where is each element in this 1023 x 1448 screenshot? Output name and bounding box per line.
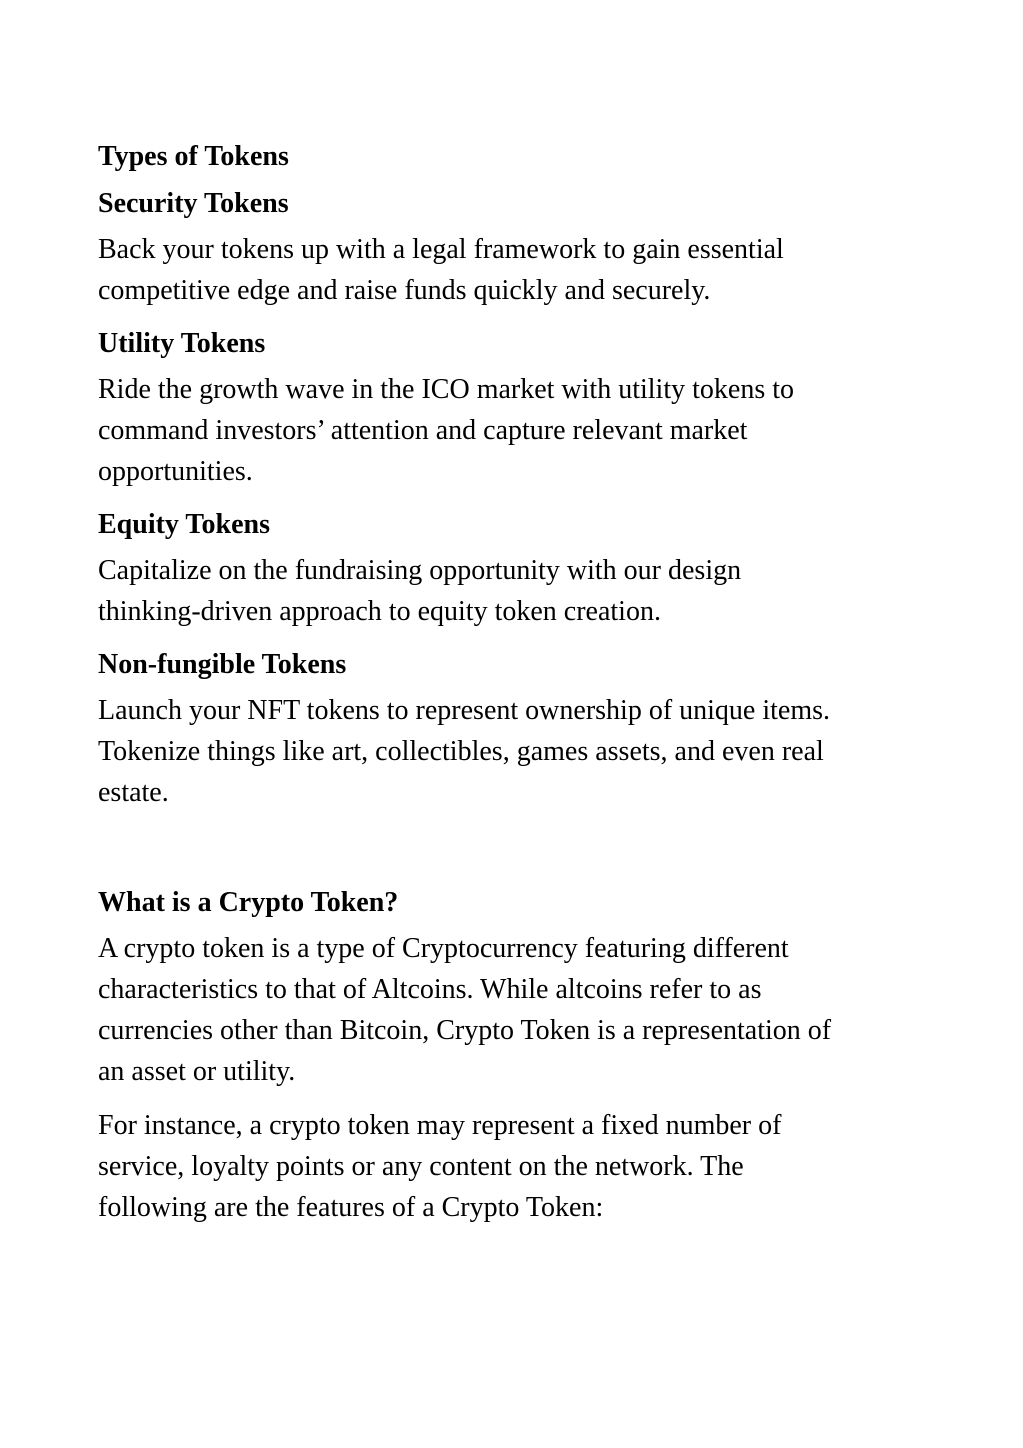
non-fungible-tokens-paragraph bbox=[98, 690, 928, 813]
text-line: Launch your NFT tokens to represent ownership of unique items. bbox=[98, 695, 831, 726]
text-line: competitive edge and raise funds quickly and securely. bbox=[98, 275, 711, 306]
text-line: Ride the growth wave in the ICO market with utility tokens to bbox=[98, 374, 794, 405]
text-line: For instance, a crypto token may represent a fixed number of bbox=[98, 1110, 782, 1141]
text-line: currencies other than Bitcoin, Crypto Token is a representation of bbox=[98, 1015, 832, 1046]
text-line: Back your tokens up with a legal framework to gain essential bbox=[98, 234, 784, 265]
text-line: characteristics to that of Altcoins. While altcoins refer to as bbox=[98, 974, 762, 1005]
crypto-token-paragraph-2 bbox=[98, 1105, 928, 1228]
utility-tokens-paragraph bbox=[98, 369, 928, 492]
what-is-crypto-token-heading: What is a Crypto Token? bbox=[98, 887, 399, 918]
equity-tokens-heading: Equity Tokens bbox=[98, 509, 270, 540]
text-line: service, loyalty points or any content on the network. The bbox=[98, 1151, 744, 1182]
text-line: Tokenize things like art, collectibles, games assets, and even real bbox=[98, 736, 824, 767]
text-line: command investors’ attention and capture relevant market bbox=[98, 415, 748, 446]
text-line: thinking-driven approach to equity token creation. bbox=[98, 596, 661, 627]
types-of-tokens-heading: Types of Tokens bbox=[98, 141, 289, 172]
text-line: an asset or utility. bbox=[98, 1056, 296, 1087]
security-tokens-paragraph bbox=[98, 229, 928, 311]
utility-tokens-heading: Utility Tokens bbox=[98, 328, 266, 359]
non-fungible-tokens-heading: Non-fungible Tokens bbox=[98, 649, 347, 680]
crypto-token-paragraph-1 bbox=[98, 928, 928, 1092]
text-line: A crypto token is a type of Cryptocurrency featuring different bbox=[98, 933, 789, 964]
text-line: Capitalize on the fundraising opportunity with our design bbox=[98, 555, 742, 586]
text-line: estate. bbox=[98, 777, 169, 808]
text-line: following are the features of a Crypto Token: bbox=[98, 1192, 604, 1223]
security-tokens-heading: Security Tokens bbox=[98, 188, 289, 219]
equity-tokens-paragraph bbox=[98, 550, 928, 632]
text-line: opportunities. bbox=[98, 456, 253, 487]
